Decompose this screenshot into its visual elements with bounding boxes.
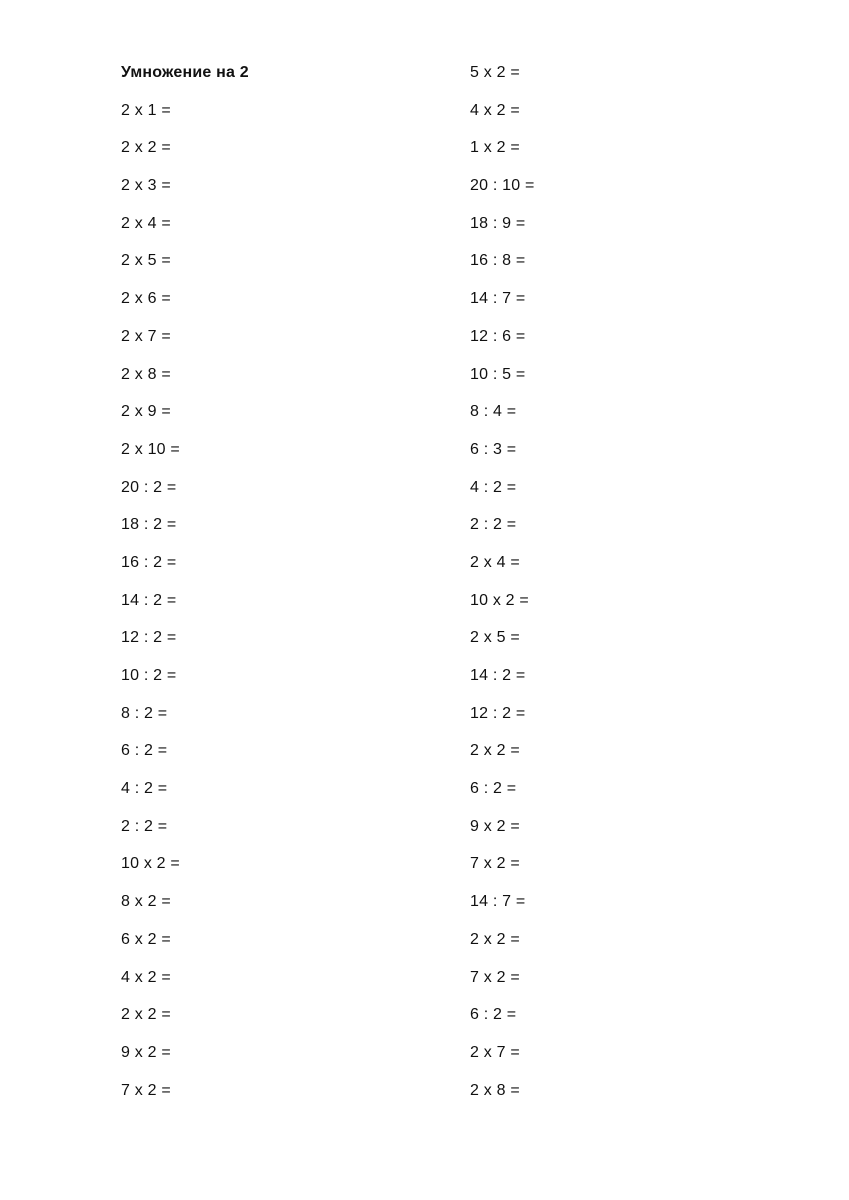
right-column (470, 54, 535, 1109)
problem: 2 x 3 = (121, 177, 171, 195)
problem: 14 : 2 = (470, 667, 526, 684)
problem: 10 x 2 = (121, 855, 180, 873)
problem: 9 x 2 = (470, 817, 520, 835)
problem: 12 : 2 = (121, 629, 177, 647)
problem: 2 : 2 = (470, 516, 517, 534)
problem: 2 x 6 = (121, 290, 171, 308)
problem: 4 x 2 = (470, 101, 520, 119)
problem: 5 x 2 = (470, 64, 520, 81)
left-column (121, 54, 249, 1109)
problem: 2 x 2 = (470, 930, 520, 948)
problem: 6 : 3 = (470, 440, 517, 458)
problem: 20 : 10 = (470, 177, 535, 195)
problem: 8 : 4 = (470, 403, 517, 421)
problem: 7 x 2 = (121, 1081, 171, 1099)
problem: 9 x 2 = (121, 1043, 171, 1061)
problem: 10 x 2 = (470, 591, 529, 609)
problem: 2 x 8 = (121, 365, 171, 383)
problem: 2 x 2 = (121, 1006, 171, 1024)
problem: 2 x 1 = (121, 101, 171, 119)
problem: 2 x 9 = (121, 403, 171, 421)
problem: 4 : 2 = (470, 478, 517, 496)
problem: 2 x 10 = (121, 440, 180, 458)
problem: 7 x 2 = (470, 855, 520, 873)
problem: 2 x 7 = (470, 1043, 520, 1061)
problem: 8 x 2 = (121, 893, 171, 911)
problem: 18 : 2 = (121, 516, 177, 534)
problem: 1 x 2 = (470, 139, 520, 157)
problem: 10 : 2 = (121, 667, 177, 684)
problem: 4 : 2 = (121, 780, 168, 798)
problem: 16 : 8 = (470, 252, 526, 270)
problem: 2 x 8 = (470, 1081, 520, 1099)
problem: 12 : 6 = (470, 327, 526, 345)
problem: 2 x 4 = (121, 214, 171, 232)
problem: 2 x 4 = (470, 553, 520, 571)
problem: 14 : 2 = (121, 591, 177, 609)
problem: 6 : 2 = (121, 742, 168, 760)
worksheet-title: Умножение на 2 (121, 64, 249, 81)
problem: 10 : 5 = (470, 365, 526, 383)
problem: 14 : 7 = (470, 893, 526, 911)
problem: 2 x 2 = (470, 742, 520, 760)
problem: 2 : 2 = (121, 817, 168, 835)
problem: 16 : 2 = (121, 553, 177, 571)
problem: 4 x 2 = (121, 968, 171, 986)
problem: 14 : 7 = (470, 290, 526, 308)
problem: 2 x 2 = (121, 139, 171, 157)
problem: 8 : 2 = (121, 704, 168, 722)
problem: 12 : 2 = (470, 704, 526, 722)
problem: 6 : 2 = (470, 780, 517, 798)
problem: 18 : 9 = (470, 214, 526, 232)
problem: 2 x 5 = (121, 252, 171, 270)
problem: 2 x 5 = (470, 629, 520, 647)
problem: 7 x 2 = (470, 968, 520, 986)
problem: 2 x 7 = (121, 327, 171, 345)
problem: 6 : 2 = (470, 1006, 517, 1024)
problem: 6 x 2 = (121, 930, 171, 948)
problem: 20 : 2 = (121, 478, 177, 496)
